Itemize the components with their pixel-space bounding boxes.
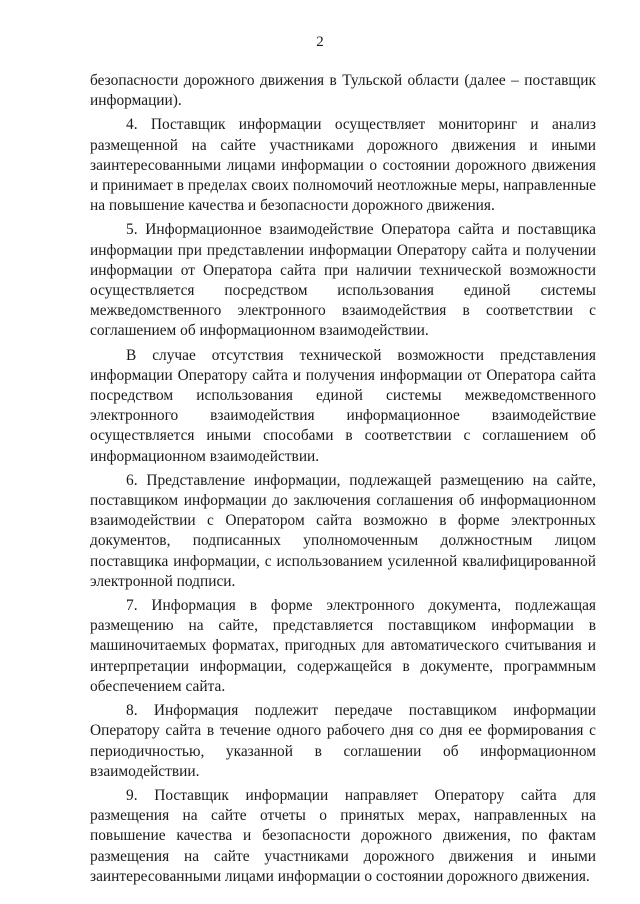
paragraph-7: 7. Информация в форме электронного документа, подлежащая размещению на сайте, представляется поставщиком информации в машиночитаемых форматах, пригодных для автоматического считывания и интерпретации информации, содержащейся в документе, программным обеспечением сайта. xyxy=(90,597,596,695)
page-number: 2 xyxy=(316,34,324,50)
paragraph-6: 6. Представление информации, подлежащей размещению на сайте, поставщиком информации до заключения соглашения об информационном взаимодействии с Оператором сайта возможно в форме электронных документов, подписанных уполномоченным должностным лицом поставщика информации, с использованием усиленной квалифицированной электронной подписи. xyxy=(90,471,596,590)
paragraph-9: 9. Поставщик информации направляет Оператору сайта для размещения на сайте отчеты о принятых мерах, направленных на повышение качества и безопасности дорожного движения, по фактам размещения на сайте участниками дорожного движения и иными заинтересованными лицами информации о состоянии дорожного движения. xyxy=(90,786,596,885)
paragraph-8: 8. Информация подлежит передаче поставщиком информации Оператору сайта в течение одного рабочего дня со дня ее формирования с периодичностью, указанной в соглашении об информационном взаимодействии. xyxy=(90,702,596,780)
document-body xyxy=(90,71,596,891)
paragraph-continuation: безопасности дорожного движения в Тульской области (далее – поставщик информации). xyxy=(90,72,596,110)
paragraph-5: 5. Информационное взаимодействие Оператора сайта и поставщика информации при представлении информации Оператору сайта и получении информации от Оператора сайта при наличии технической возможности осуществляется посредством использования единой системы межведомственного электронного взаимодействия в соответствии с соглашением об информационном взаимодействии. xyxy=(90,221,596,340)
paragraph-4: 4. Поставщик информации осуществляет мониторинг и анализ размещенной на сайте участниками дорожного движения и иными заинтересованными лицами информации о состоянии дорожного движения и принимает в пределах своих полномочий неотложные меры, направленные на повышение качества и безопасности дорожного движения. xyxy=(90,116,596,215)
paragraph-5-note: В случае отсутствия технической возможности представления информации Оператору сайта и получения информации от Оператора сайта посредством использования единой системы межведомственного электронного взаимодействия информационное взаимодействие осуществляется иными способами в соответствии с соглашением об информационном взаимодействии. xyxy=(90,346,596,465)
